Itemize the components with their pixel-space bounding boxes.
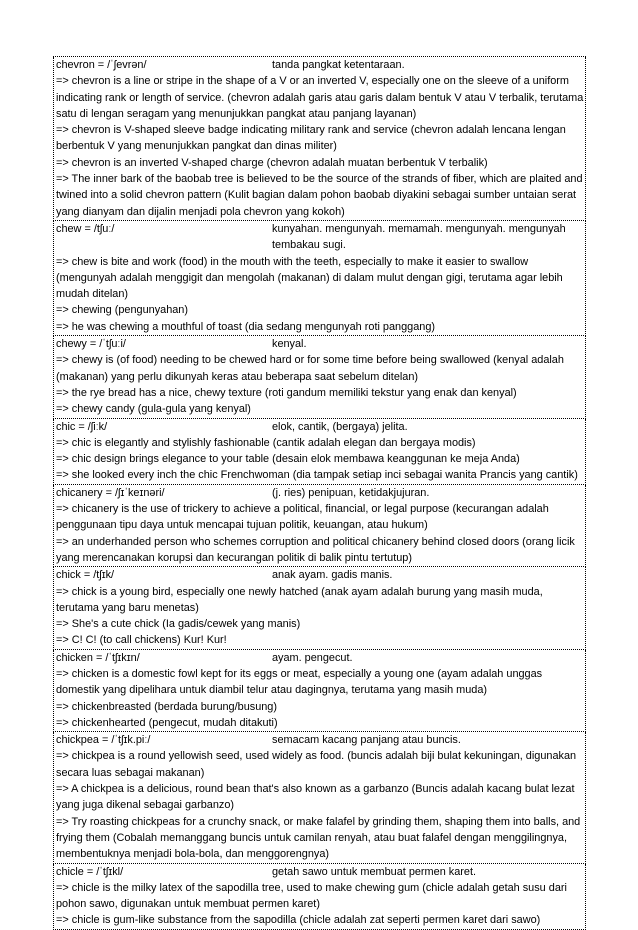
entry-definition-line: => he was chewing a mouthful of toast (dia sedang mengunyah roti panggang) <box>56 320 436 333</box>
entry-header <box>54 485 585 501</box>
entry-definition-line: => chewing (pengunyahan) <box>56 304 188 317</box>
entry-translation: tanda pangkat ketentaraan. <box>272 59 405 71</box>
entry-headword: chewy = /ˈtʃuːi/ <box>56 338 126 351</box>
entry-header <box>54 732 585 748</box>
entry-header <box>54 221 585 254</box>
entry-definition-line: => chewy is (of food) needing to be chewed hard or for some time before being swallowed (kenyal adalah (makanan) yang perlu dikunyah keras atau beberapa saat sebelum ditelan) <box>56 354 564 383</box>
entry-definition-line: => the rye bread has a nice, chewy texture (roti gandum memiliki tekstur yang enak dan kenyal) <box>56 386 517 399</box>
entry-header <box>54 57 585 73</box>
entry-header <box>54 864 585 880</box>
entry-definition-line: => chevron is an inverted V-shaped charge (chevron adalah muatan berbentuk V terbalik) <box>56 156 488 169</box>
entry-headword: chicle = /ˈtʃɪkl/ <box>56 865 124 878</box>
entry-translation: (j. ries) penipuan, ketidakjujuran. <box>272 486 430 499</box>
entry-translation: semacam kacang panjang atau buncis. <box>272 734 461 747</box>
entry-header <box>54 336 585 352</box>
entry-headword: chic = /ʃiːk/ <box>56 420 108 433</box>
dictionary-entry <box>53 650 586 732</box>
dictionary-entry <box>53 864 586 930</box>
entry-definition-line: => chew is bite and work (food) in the mouth with the teeth, especially to make it easier to swallow (mengunyah adalah menggigit dan mengolah (makanan) di dalam mulut dengan gigi, terutama agar lebih mudah ditelan) <box>56 255 563 301</box>
entry-definition-line: => chick is a young bird, especially one newly hatched (anak ayam adalah burung yang masih muda, terutama yang baru menetas) <box>56 585 543 614</box>
entry-definition-line: => chicle is gum-like substance from the sapodilla (chicle adalah zat seperti permen karet dari sawo) <box>56 914 541 927</box>
entry-definition-line: => chickenhearted (pengecut, mudah ditakuti) <box>56 716 278 729</box>
entry-definition-line: => chickpea is a round yellowish seed, used widely as food. (buncis adalah biji bulat kekuningan, digunakan secara luas sebagai makanan) <box>56 750 577 779</box>
entry-definition-line: => an underhanded person who schemes corruption and political chicanery behind closed doors (orang licik yang merencanakan korupsi dan kecurangan politik di balik pintu tertutup) <box>56 535 575 564</box>
entry-definition-line: => Try roasting chickpeas for a crunchy snack, or make falafel by grinding them, shaping them into balls, and frying them (Cobalah memanggang buncis untuk camilan renyah, atau buat falafel dengan menggilingnya, membentuknya menjadi bola-bola, dan menggorengnya) <box>56 815 581 861</box>
entry-definition-line: => C! C! (to call chickens) Kur! Kur! <box>56 634 227 647</box>
dictionary-entry <box>53 57 586 221</box>
entry-definition-line: => A chickpea is a delicious, round bean that's also known as a garbanzo (Buncis adalah kacang bulat lezat yang juga dikenal sebagai garbanzo) <box>56 783 575 812</box>
entry-headword: chicanery = /ʃɪˈkeɪnəri/ <box>56 486 165 499</box>
entry-translation: anak ayam. gadis manis. <box>272 569 393 582</box>
dictionary-entry <box>53 485 586 567</box>
entry-definition-line: => chic is elegantly and stylishly fashionable (cantik adalah elegan dan bergaya modis) <box>56 436 476 449</box>
entry-headword: chevron = /ˈʃevrən/ <box>56 59 147 71</box>
entry-definition-line: => The inner bark of the baobab tree is believed to be the source of the strands of fiber, which are plaited and twined into a solid chevron pattern (Kulit bagian dalam pohon baobab diyakini sebagai sumber untaian serat yang dianyam dan dijalin menjadi pola chevron yang kokoh) <box>56 173 583 218</box>
entry-definition-line: => she looked every inch the chic Frenchwoman (dia tampak setiap inci sebagai wanita Prancis yang cantik) <box>56 469 578 482</box>
entry-definition-line: => chewy candy (gula-gula yang kenyal) <box>56 403 251 416</box>
dictionary-entry <box>53 419 586 485</box>
entry-headword: chickpea = /ˈtʃɪk.piː/ <box>56 734 151 747</box>
dictionary-entry <box>53 732 586 863</box>
dictionary-document <box>53 56 586 930</box>
entry-definition-line: => chicle is the milky latex of the sapodilla tree, used to make chewing gum (chicle adalah getah susu dari pohon sawo, digunakan untuk membuat permen karet) <box>56 881 567 911</box>
entry-headword: chew = /tʃuː/ <box>56 222 115 235</box>
entry-headword: chick = /tʃɪk/ <box>56 569 115 582</box>
entry-headword: chicken = /ˈtʃɪkɪn/ <box>56 651 140 664</box>
entry-definition-line: => chevron is a line or stripe in the shape of a V or an inverted V, especially one on the sleeve of a uniform indicating rank or length of service. (chevron adalah garis atau garis dalam bentuk V atau V terbalik, terutama satu di lengan seragam yang menunjukkan pangkat atau panjang layanan) <box>56 75 584 120</box>
entry-header <box>54 419 585 435</box>
dictionary-entry <box>53 336 586 418</box>
entry-header <box>54 650 585 666</box>
dictionary-entry <box>53 221 586 336</box>
entry-translation: ayam. pengecut. <box>272 651 353 664</box>
entry-definition-line: => She's a cute chick (Ia gadis/cewek yang manis) <box>56 618 301 631</box>
entry-translation: kunyahan. mengunyah. memamah. mengunyah. mengunyah tembakau sugi. <box>272 222 566 252</box>
entry-definition-line: => chic design brings elegance to your table (desain elok membawa keanggunan ke meja Anda) <box>56 453 520 466</box>
entry-translation: getah sawo untuk membuat permen karet. <box>272 865 477 878</box>
entry-translation: kenyal. <box>272 338 307 351</box>
entry-header <box>54 567 585 583</box>
entry-definition-line: => chevron is V-shaped sleeve badge indicating military rank and service (chevron adalah lencana lengan berbentuk V yang menunjukkan pangkat dan dinas militer) <box>56 124 566 153</box>
entry-definition-line: => chicanery is the use of trickery to achieve a political, financial, or legal purpose (kecurangan adalah penggunaan tipu daya untuk mencapai tujuan politik, keuangan, atau hukum) <box>56 503 549 532</box>
entry-definition-line: => chickenbreasted (berdada burung/busung) <box>56 700 277 713</box>
entry-translation: elok, cantik, (bergaya) jelita. <box>272 420 408 433</box>
entry-definition-line: => chicken is a domestic fowl kept for its eggs or meat, especially a young one (ayam adalah unggas domestik yang dipelihara untuk diambil telur atau dagingnya, terutama yang masih muda) <box>56 667 543 697</box>
dictionary-entry <box>53 567 586 649</box>
